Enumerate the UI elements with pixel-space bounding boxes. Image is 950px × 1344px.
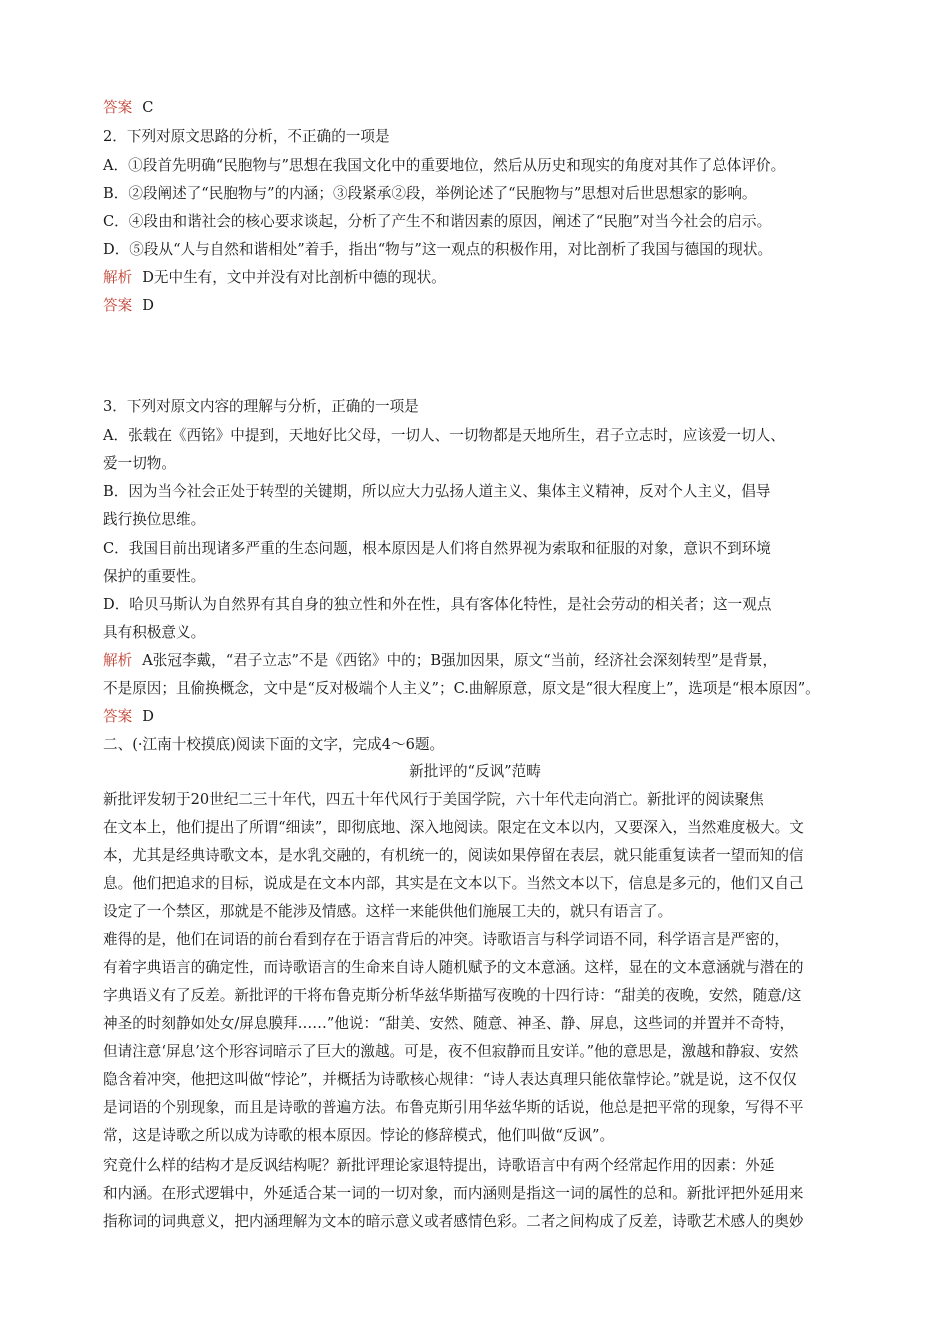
answer-label: 答案 <box>103 297 133 314</box>
section-2-heading: 二、(·江南十校摸底)阅读下面的文字，完成4～6题。 <box>103 736 445 753</box>
paragraph-line: 是词语的个别现象，而且是诗歌的普遍方法。布鲁克斯引用华兹华斯的话说，他总是把平常的现象，写得不平 <box>103 1099 804 1116</box>
question-3-analysis-cont: 不是原因；且偷换概念，文中是“反对极端个人主义”；C.曲解原意，原文是“很大程度上”，选项是“根本原因”。 <box>103 680 820 697</box>
paragraph-line: 指称词的词典意义，把内涵理解为文本的暗示意义或者感情色彩。二者之间构成了反差，诗歌艺术感人的奥妙 <box>103 1213 804 1230</box>
question-2-stem: 2．下列对原文思路的分析，不正确的一项是 <box>103 128 390 145</box>
answer-value: C <box>142 99 154 116</box>
analysis-text: A张冠李戴，“君子立志”不是《西铭》中的；B强加因果，原文“当前，经济社会深刻转型”是背景， <box>142 652 778 669</box>
question-2-analysis <box>103 268 893 288</box>
paragraph-line: 常，这是诗歌之所以成为诗歌的根本原因。悖论的修辞模式，他们叫做“反讽”。 <box>103 1127 615 1144</box>
question-3-line: D．哈贝马斯认为自然界有其自身的独立性和外在性，具有客体化特性，是社会劳动的相关者；这一观点 <box>103 596 772 613</box>
answer-value: D <box>142 708 154 725</box>
paragraph-line: 究竟什么样的结构才是反讽结构呢？新批评理论家退特提出，诗歌语言中有两个经常起作用的因素：外延 <box>103 1157 775 1174</box>
paragraph-line: 神圣的时刻静如处女/屏息膜拜……”他说：“甜美、安然、随意、神圣、静、屏息，这些词的并置并不奇特， <box>103 1015 795 1032</box>
question-3-line: C．我国目前出现诸多严重的生态问题，根本原因是人们将自然界视为索取和征服的对象，意识不到环境 <box>103 540 771 557</box>
question-3-line: 践行换位思维。 <box>103 511 206 528</box>
question-3-stem: 3．下列对原文内容的理解与分析，正确的一项是 <box>103 398 419 415</box>
paragraph-line: 在文本上，他们提出了所谓“细读”，即彻底地、深入地阅读。限定在文本以内，又要深入，当然难度极大。文 <box>103 819 804 836</box>
analysis-label: 解析 <box>103 652 133 669</box>
analysis-label: 解析 <box>103 269 133 286</box>
paragraph-line: 息。他们把追求的目标，说成是在文本内部，其实是在文本以下。当然文本以下，信息是多元的，他们又自己 <box>103 875 804 892</box>
paragraph-line: 难得的是，他们在词语的前台看到存在于语言背后的冲突。诗歌语言与科学词语不同，科学语言是严密的， <box>103 931 789 948</box>
paragraph-line: 本，尤其是经典诗歌文本，是水乳交融的，有机统一的，阅读如果停留在表层，就只能重复读者一望而知的信 <box>103 847 804 864</box>
question-2-option-d: D．⑤段从“人与自然和谐相处”着手，指出“物与”这一观点的积极作用，对比剖析了我国与德国的现状。 <box>103 241 773 258</box>
question-3-line: 爱一切物。 <box>103 455 176 472</box>
paragraph-line: 新批评发轫于20世纪二三十年代，四五十年代风行于美国学院，六十年代走向消亡。新批评的阅读聚焦 <box>103 791 764 808</box>
question-2-answer <box>103 296 893 316</box>
paragraph-line: 字典语义有了反差。新批评的干将布鲁克斯分析华兹华斯描写夜晚的十四行诗：“甜美的夜晚，安然，随意/这 <box>103 987 802 1004</box>
question-3-answer <box>103 707 893 727</box>
paragraph-line: 隐含着冲突，他把这叫做“悖论”，并概括为诗歌核心规律：“诗人表达真理只能依靠悖论。”就是说，这不仅仅 <box>103 1071 797 1088</box>
question-2-option-b: B．②段阐述了“民胞物与”的内涵；③段紧承②段，举例论述了“民胞物与”思想对后世思想家的影响。 <box>103 185 757 202</box>
question-3-line: B．因为当今社会正处于转型的关键期，所以应大力弘扬人道主义、集体主义精神，反对个人主义，倡导 <box>103 483 771 500</box>
question-3-line: 具有积极意义。 <box>103 624 206 641</box>
paragraph-line: 有着字典语言的确定性，而诗歌语言的生命来自诗人随机赋予的文本意涵。这样，显在的文本意涵就与潜在的 <box>103 959 804 976</box>
paragraph-line: 但请注意‘屏息’这个形容词暗示了巨大的激越。可是，夜不但寂静而且安详。”他的意思是，激越和静寂、安然 <box>103 1043 799 1060</box>
question-2-option-a: A．①段首先明确“民胞物与”思想在我国文化中的重要地位，然后从历史和现实的角度对其作了总体评价。 <box>103 157 786 174</box>
answer-line-1 <box>103 98 893 118</box>
answer-value: D <box>142 297 154 314</box>
analysis-text: D无中生有，文中并没有对比剖析中德的现状。 <box>142 269 446 286</box>
article-title: 新批评的“反讽”范畴 <box>409 763 541 780</box>
question-2-option-c: C．④段由和谐社会的核心要求谈起，分析了产生不和谐因素的原因，阐述了“民胞”对当今社会的启示。 <box>103 213 772 230</box>
question-3-analysis <box>103 651 893 671</box>
question-3-line: 保护的重要性。 <box>103 568 206 585</box>
answer-label: 答案 <box>103 708 133 725</box>
paragraph-line: 和内涵。在形式逻辑中，外延适合某一词的一切对象，而内涵则是指这一词的属性的总和。新批评把外延用来 <box>103 1185 804 1202</box>
question-3-line: A．张载在《西铭》中提到，天地好比父母，一切人、一切物都是天地所生，君子立志时，应该爱一切人、 <box>103 427 785 444</box>
answer-label: 答案 <box>103 99 133 116</box>
paragraph-line: 设定了一个禁区，那就是不能涉及情感。这样一来能供他们施展工夫的，就只有语言了。 <box>103 903 673 920</box>
